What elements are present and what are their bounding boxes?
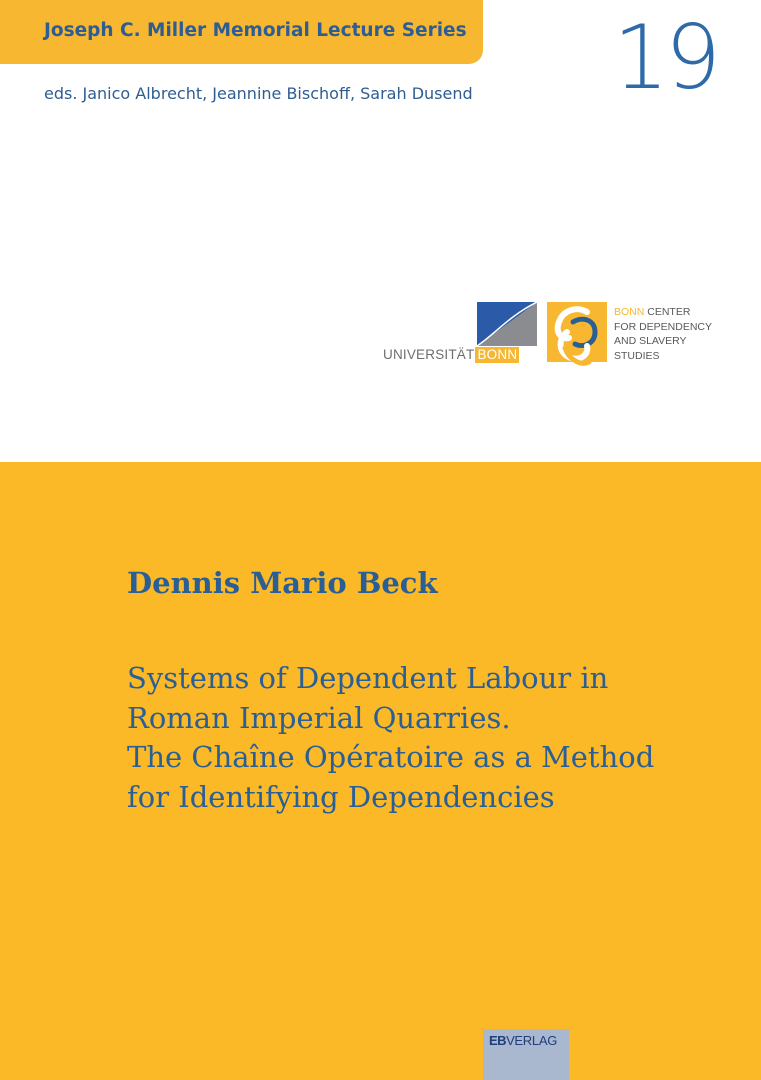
university-wordmark (383, 347, 519, 363)
editors-line: eds. Janico Albrecht, Jeannine Bischoff, Sarah Dusend (44, 84, 473, 103)
bcdss-bonn: BONN (614, 306, 645, 318)
volume-number: 19 (613, 6, 717, 109)
title-line-4: for Identifying Dependencies (127, 779, 555, 814)
title-line-2: Roman Imperial Quarries. (127, 700, 511, 735)
publisher-logo (483, 1029, 569, 1080)
publisher-wordmark (489, 1033, 557, 1048)
title-line-1: Systems of Dependent Labour in (127, 661, 609, 695)
chain-link-icon (547, 302, 607, 366)
publisher-verlag: VERLAG (506, 1033, 558, 1048)
bcdss-wordmark (614, 305, 712, 363)
publisher-eb: EB (489, 1033, 507, 1048)
series-tab (0, 0, 483, 64)
bcdss-line-4: STUDIES (614, 349, 660, 362)
book-title (127, 659, 654, 817)
bcdss-center: CENTER (647, 306, 691, 318)
university-word: UNIVERSITÄT (383, 347, 475, 362)
university-bonn-mark-icon (477, 302, 537, 346)
bcdss-line-3: AND SLAVERY (614, 335, 687, 347)
bcdss-line-2: FOR DEPENDENCY (614, 320, 713, 333)
author-name: Dennis Mario Beck (127, 566, 438, 600)
title-line-3: The Chaîne Opératoire as a Method (127, 740, 655, 774)
university-bonn-word: BONN (477, 347, 518, 362)
series-title: Joseph C. Miller Memorial Lecture Series (44, 20, 467, 41)
university-bonn-logo (383, 302, 537, 364)
